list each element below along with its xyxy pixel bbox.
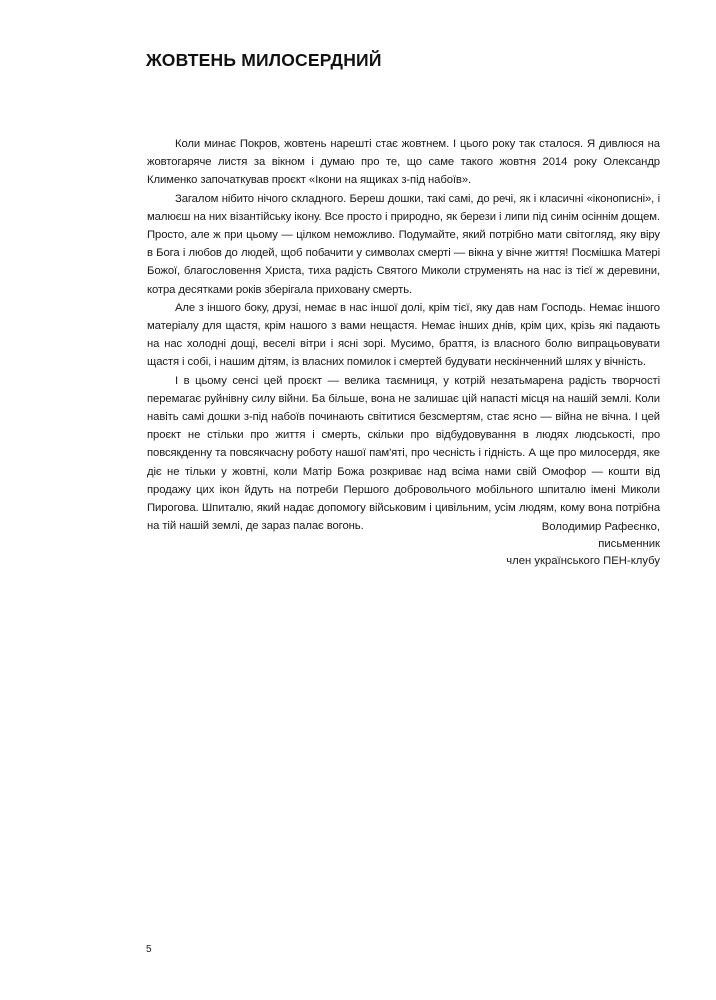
paragraph: Загалом нібито нічого складного. Береш дошки, такі самі, до речі, як і класичні «іконописні», і малюєш на них візантійську ікону. Все просто і природно, як берези і липи під синім осіннім дощем. Просто, але ж при цьому — цілком неможливо. Подумайте, який потрібно мати світогляд, яку віру в Бога і любов до людей, щоб побачити у символах смерті — вікна у вічне життя! Посмішка Матері Божої, благословення Христа, тиха радість Святого Миколи струменять на нас із тієї ж деревини, котра десятками років зберігала приховану смерть. — [147, 192, 660, 296]
page-title: ЖОВТЕНЬ МИЛОСЕРДНИЙ — [146, 50, 382, 70]
page-number: 5 — [146, 944, 152, 955]
author-name: Володимир Рафеєнко, — [541, 521, 660, 533]
author-affiliation: член українського ПЕН-клубу — [506, 555, 660, 567]
author-role: письменник — [598, 538, 660, 550]
article-body — [147, 135, 660, 535]
paragraph: Але з іншого боку, друзі, немає в нас іншої долі, крім тієї, яку дав нам Господь. Немає іншого матеріалу для щастя, крім нашого з вами нещастя. Немає інших днів, крім цих, крізь які падають на нас холодні дощі, веселі вітри і ясні зорі. Мусимо, браття, із власного болю випрацьовувати щастя і собі, і нашим дітям, із власних помилок і смертей будувати нескінченний шлях у вічність. — [147, 301, 660, 369]
paragraph: І в цьому сенсі цей проєкт — велика таємниця, у котрій незатьмарена радість творчості перемагає руйнівну силу війни. Ба більше, вона не залишає цій напасті місця на нашій землі. Коли навіть самі дошки з-під набоїв починають світитися безсмертям, стає ясно — війна не вічна. І цей проєкт не стільки про життя і смерть, скільки про відбудовування в людях людськості, про повсякденну та повсякчасну роботу нашої пам'яті, про чесність і гідність. А ще про милосердя, яке діє не тільки у жовтні, коли Матір Божа розкриває над всіма нами свій Омофор — кошти від продажу цих ікон йдуть на потреби Першого добровольчого мобільного шпиталю імені Миколи Пирогова. Шпиталю, який надає допомогу військовим і цивільним, усім людям, кому вона потрібна на тій нашій землі, де зараз палає вогонь. — [147, 374, 660, 533]
signature-block — [506, 519, 660, 570]
paragraph: Коли минає Покров, жовтень нарешті стає жовтнем. І цього року так сталося. Я дивлюся на жовтогаряче листя за вікном і думаю про те, що саме такого жовтня 2014 року Олександр Клименко започаткував проєкт «Ікони на ящиках з-під набоїв». — [147, 138, 660, 187]
